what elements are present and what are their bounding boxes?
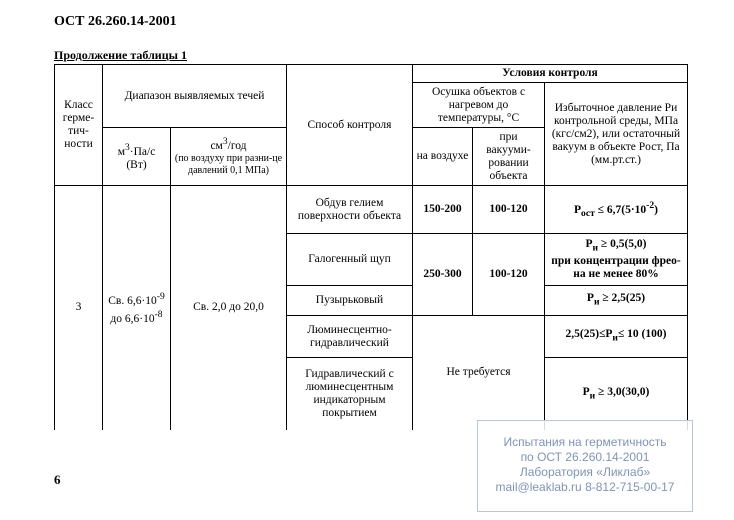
method-bubble: Пузырьковый: [287, 286, 413, 316]
drying-air-halogen: 250-300: [413, 234, 473, 316]
col-header-method: Способ контроля: [287, 65, 413, 186]
col-header-drying-air: на воздухе: [413, 128, 473, 186]
col-header-class: Класс герме-тич-ности: [55, 65, 103, 186]
col-header-range-cm3-note: (по воздуху при разни-це давлений 0,1 МПа): [174, 152, 283, 176]
method-helium: Обдув гелием поверхности объекта: [287, 186, 413, 234]
stamp-line-2: по ОСТ 26.260.14-2001: [520, 450, 650, 464]
lab-stamp: [477, 420, 693, 512]
leak-test-table: [54, 64, 688, 430]
drying-vacuum-halogen: 100-120: [473, 234, 545, 316]
stamp-line-3: Лаборатория «Ликлаб»: [519, 465, 651, 479]
pressure-halogen: $P_и \ge 0,5(5,0)$ при концентрации фрео- на не менее 80%: [545, 234, 688, 286]
class-value: 3: [55, 186, 103, 430]
stamp-line-1: Испытания на герметичность: [503, 435, 667, 449]
drying-not-required: Не требуется: [413, 316, 545, 430]
col-header-range: Диапазон выявляемых течей: [103, 65, 287, 128]
col-header-pressure: Избыточное давление Pи контрольной среды, МПа (кгс/см2), или остаточный вакуум в объекте Pост, Па (мм.рт.ст.): [545, 83, 688, 186]
pressure-hydraulic-luminescent-coating: $P_и \ge 3,0(30,0)$: [545, 358, 688, 430]
document-code: ОСТ 26.260.14-2001: [54, 14, 177, 29]
pressure-luminescent-hydraulic: $2,5(25)\le P_и\le 10$ (100): [545, 316, 688, 358]
stamp-line-4: mail@leaklab.ru 8-812-715-00-17: [495, 480, 675, 494]
page-number: 6: [54, 472, 61, 487]
pressure-bubble: $P_и \ge 2,5(25)$: [545, 286, 688, 316]
col-header-range-m3: $м^3\cdot Па/с$ (Вт): [103, 128, 171, 186]
drying-air-helium: 150-200: [413, 186, 473, 234]
method-hydraulic-luminescent-coating: Гидравлический с люминесцентным индикаторным покрытием: [287, 358, 413, 430]
col-header-drying: Осушка объектов с нагревом до температуры, °С: [413, 83, 545, 128]
method-luminescent-hydraulic: Люминесцентно-гидравлический: [287, 316, 413, 358]
col-header-drying-vacuum: при вакууми-ровании объекта: [473, 128, 545, 186]
range-m3-value: Св. $6,6\cdot 10^{-9}$ до $6,6\cdot 10^{-8}$: [103, 186, 171, 430]
drying-vacuum-helium: 100-120: [473, 186, 545, 234]
col-header-conditions: Условия контроля: [413, 65, 688, 83]
method-halogen: Галогенный щуп: [287, 234, 413, 286]
range-cm3-value: Св. 2,0 до 20,0: [171, 186, 287, 430]
pressure-helium: $P_{ост} \le 6,7(5\cdot 10^{-2})$: [545, 186, 688, 234]
col-header-range-cm3: $см^3$/год (по воздуху при разни-це давлений 0,1 МПа): [171, 128, 287, 186]
table-continuation-caption: Продолжение таблицы 1: [54, 48, 188, 62]
